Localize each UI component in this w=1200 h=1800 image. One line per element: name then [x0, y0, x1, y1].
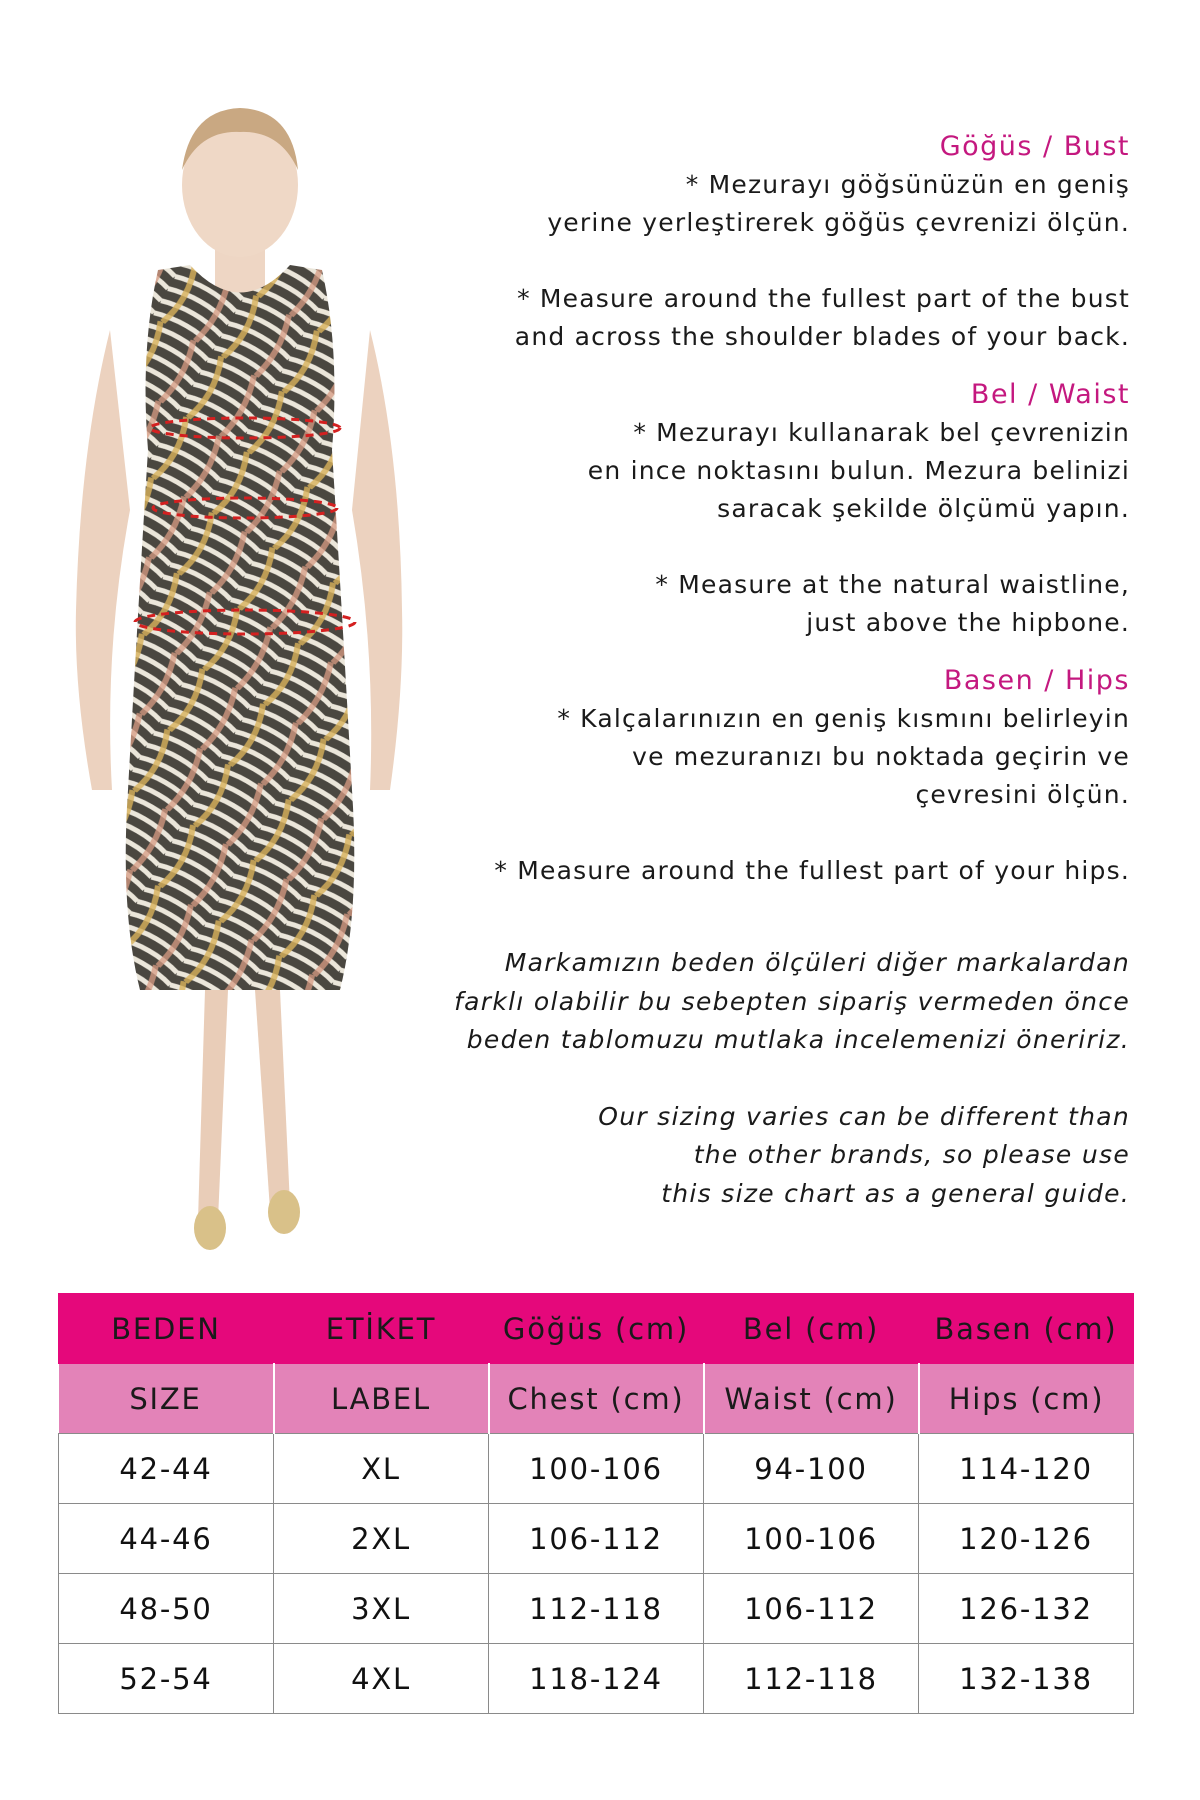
- header-cell: Göğüs (cm): [489, 1294, 704, 1364]
- table-header-row-tr: [59, 1294, 1134, 1364]
- label-cell: 2XL: [274, 1504, 489, 1574]
- header-cell: Waist (cm): [704, 1364, 919, 1434]
- instruction-line: ve mezuranızı bu noktada geçirin ve: [632, 742, 1130, 771]
- header-cell: Hips (cm): [919, 1364, 1134, 1434]
- header-cell: Basen (cm): [919, 1294, 1134, 1364]
- hips-cell: 114-120: [919, 1434, 1134, 1504]
- waist-cell: 100-106: [704, 1504, 919, 1574]
- table-row: [59, 1434, 1134, 1504]
- instruction-line: just above the hipbone.: [806, 608, 1130, 637]
- size-cell: 52-54: [59, 1644, 274, 1714]
- instruction-line: * Measure at the natural waistline,: [655, 570, 1130, 599]
- section-hips: [430, 662, 1130, 890]
- note-line: beden tablomuzu mutlaka incelemenizi öneririz.: [466, 1025, 1130, 1054]
- header-cell: BEDEN: [59, 1294, 274, 1364]
- section-bust: [430, 128, 1130, 356]
- sizing-note: [430, 944, 1130, 1213]
- note-line: this size chart as a general guide.: [661, 1178, 1130, 1208]
- section-title: Basen / Hips: [943, 665, 1130, 696]
- measurement-instructions: [430, 128, 1130, 1213]
- section-title: Bel / Waist: [970, 379, 1130, 410]
- chest-cell: 106-112: [489, 1504, 704, 1574]
- instruction-line: * Mezurayı göğsünüzün en geniş: [685, 170, 1130, 199]
- note-line: farklı olabilir bu sebepten sipariş vermeden önce: [454, 986, 1130, 1016]
- size-cell: 48-50: [59, 1574, 274, 1644]
- note-line: Markamızın beden ölçüleri diğer markalardan: [504, 948, 1130, 977]
- instruction-line: yerine yerleştirerek göğüs çevrenizi ölçün.: [547, 208, 1130, 237]
- label-cell: XL: [274, 1434, 489, 1504]
- instruction-line: * Kalçalarınızın en geniş kısmını belirleyin: [557, 704, 1130, 733]
- note-line: the other brands, so please use: [693, 1140, 1130, 1169]
- waist-cell: 106-112: [704, 1574, 919, 1644]
- instruction-line: * Mezurayı kullanarak bel çevrenizin: [633, 418, 1130, 447]
- chest-cell: 112-118: [489, 1574, 704, 1644]
- size-chart-table: [58, 1293, 1134, 1714]
- label-cell: 3XL: [274, 1574, 489, 1644]
- size-cell: 44-46: [59, 1504, 274, 1574]
- waist-cell: 94-100: [704, 1434, 919, 1504]
- section-waist: [430, 376, 1130, 642]
- hips-cell: 132-138: [919, 1644, 1134, 1714]
- table-row: [59, 1504, 1134, 1574]
- shoe-right: [268, 1190, 300, 1234]
- hips-cell: 126-132: [919, 1574, 1134, 1644]
- dress: [126, 265, 355, 990]
- label-cell: 4XL: [274, 1644, 489, 1714]
- instruction-line: * Measure around the fullest part of your hips.: [494, 856, 1130, 885]
- table-row: [59, 1644, 1134, 1714]
- header-cell: ETİKET: [274, 1294, 489, 1364]
- instruction-line: and across the shoulder blades of your back.: [514, 322, 1130, 351]
- header-cell: LABEL: [274, 1364, 489, 1434]
- header-cell: Bel (cm): [704, 1294, 919, 1364]
- instruction-line: en ince noktasını bulun. Mezura belinizi: [587, 456, 1130, 485]
- model-photo: [40, 90, 440, 1270]
- instruction-line: * Measure around the fullest part of the bust: [517, 284, 1130, 313]
- waist-cell: 112-118: [704, 1644, 919, 1714]
- size-cell: 42-44: [59, 1434, 274, 1504]
- header-cell: SIZE: [59, 1364, 274, 1434]
- shoe-left: [194, 1206, 226, 1250]
- note-line: Our sizing varies can be different than: [598, 1101, 1130, 1131]
- instruction-line: saracak şekilde ölçümü yapın.: [717, 494, 1130, 523]
- hips-cell: 120-126: [919, 1504, 1134, 1574]
- table-row: [59, 1574, 1134, 1644]
- instruction-line: çevresini ölçün.: [915, 780, 1130, 809]
- chest-cell: 100-106: [489, 1434, 704, 1504]
- chest-cell: 118-124: [489, 1644, 704, 1714]
- header-cell: Chest (cm): [489, 1364, 704, 1434]
- table-header-row-en: [59, 1364, 1134, 1434]
- section-title: Göğüs / Bust: [939, 131, 1130, 162]
